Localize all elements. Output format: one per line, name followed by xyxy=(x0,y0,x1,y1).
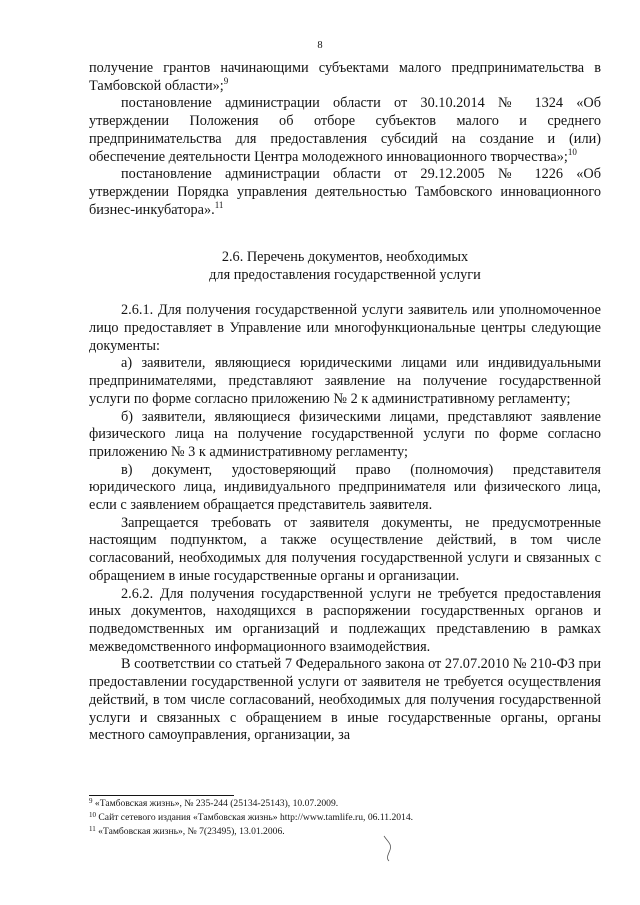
paragraph: Запрещается требовать от заявителя документы, не предусмотренные настоящим подпунктом, а также осуществление действий, в том числе согласований, необходимых для получения государственной услуги и связанных с обращением в иные государственные органы и организации. xyxy=(89,514,601,584)
paragraph: постановление администрации области от 30.10.2014 № 1324 «Об утверждении Положения об отборе субъектов малого и среднего предпринимательства для предоставления субсидий на создание и (или) обеспечение деятельности Центра молодежного инновационного творчества»;$^{10}$ xyxy=(89,95,601,165)
paragraph: В соответствии со статьей 7 Федерального закона от 27.07.2010 № 210-ФЗ при предоставлении государственной услуги от заявителя не требуется осуществления действий, в том числе согласований, необходимых для получения государственной услуги и связанных с обращением в иные государственные органы, органы местного самоуправления, организации, за xyxy=(89,656,601,744)
footnote: $^{11}$ «Тамбовская жизнь», № 7(23495), 13.01.2006. xyxy=(89,825,285,837)
paragraph: постановление администрации области от 29.12.2005 № 1226 «Об утверждении Порядка управления деятельностью Тамбовского инновационного бизнес-инкубатора».$^{11}$ xyxy=(89,166,601,218)
paragraph: 2.6.1. Для получения государственной услуги заявитель или уполномоченное лицо предоставляет в Управление или многофункциональные центры следующие документы: xyxy=(89,302,601,354)
page-number: 8 xyxy=(317,40,323,51)
footnote: $^9$ «Тамбовская жизнь», № 235-244 (25134-25143), 10.07.2009. xyxy=(89,797,339,809)
footnote-divider xyxy=(89,795,234,796)
footnotes xyxy=(89,797,601,839)
paragraph: получение грантов начинающими субъектами малого предпринимательства в Тамбовской области»;$^9$ xyxy=(89,60,601,94)
paragraph: 2.6.2. Для получения государственной услуги не требуется предоставления иных документов, находящихся в распоряжении государственных органов и подведомственных им организаций и подлежащих представлению в рамках межведомственного информационного взаимодействия. xyxy=(89,585,601,655)
paragraph: в) документ, удостоверяющий право (полномочия) представителя юридического лица, индивидуального предпринимателя или физического лица, если с заявлением обращается представитель заявителя. xyxy=(89,461,601,514)
section-heading: 2.6. Перечень документов, необходимых для предоставления государственной услуги xyxy=(209,249,481,283)
document-body xyxy=(89,60,601,745)
paragraph: б) заявители, являющиеся физическими лицами, представляют заявление физического лица на получение государственной услуги по форме согласно приложению № 3 к административному регламенту; xyxy=(89,408,601,460)
pen-mark-icon xyxy=(382,834,396,862)
paragraph: а) заявители, являющиеся юридическими лицами или индивидуальными предпринимателями, представляют заявление на получение государственной услуги по форме согласно приложению № 2 к административному регламенту; xyxy=(89,355,601,407)
footnote: $^{10}$ Сайт сетевого издания «Тамбовская жизнь» http://www.tamlife.ru, 06.11.2014. xyxy=(89,811,414,823)
